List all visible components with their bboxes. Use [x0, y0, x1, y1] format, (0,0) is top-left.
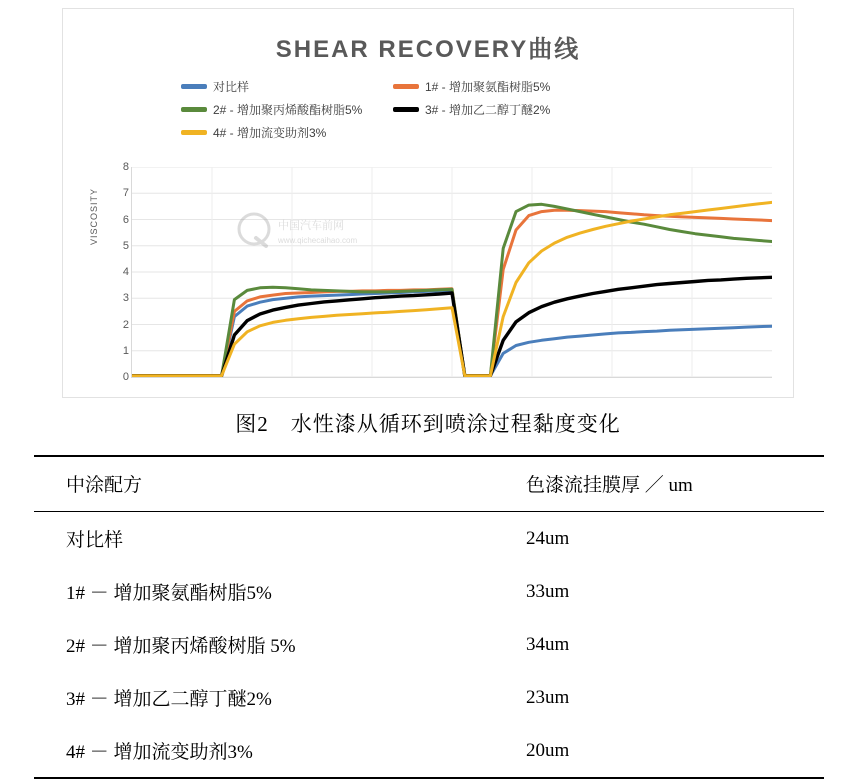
- legend-swatch-0: [181, 84, 207, 89]
- plot-wrapper: [63, 159, 795, 397]
- formula-cell: 对比样: [66, 530, 124, 551]
- chart-legend: [63, 78, 793, 147]
- y-tick-label: 0: [122, 371, 129, 383]
- legend-swatch-2: [181, 107, 207, 112]
- chart-svg: [132, 167, 772, 377]
- y-tick-label: 8: [122, 161, 129, 173]
- legend-label: 对比样: [213, 80, 250, 94]
- results-table: [34, 455, 824, 779]
- table-row: [34, 724, 824, 778]
- thickness-cell: 24um: [526, 527, 570, 549]
- table-header-cell: 中涂配方: [34, 456, 526, 512]
- table-row: [34, 565, 824, 618]
- legend-item: [181, 78, 379, 95]
- thickness-cell: 34um: [526, 633, 570, 655]
- thickness-cell: 20um: [526, 724, 824, 778]
- chart-title: SHEAR RECOVERY曲线: [275, 36, 581, 63]
- legend-swatch-1: [393, 84, 419, 89]
- svg-text:中国汽车前网: 中国汽车前网: [278, 220, 344, 232]
- formula-cell: 1# － 增加聚氨酯树脂5%: [66, 583, 272, 604]
- y-tick-label: 2: [122, 318, 129, 331]
- legend-swatch-4: [181, 130, 207, 135]
- table-row: [34, 618, 824, 671]
- legend-label: 1# - 增加聚氨酯树脂5%: [425, 80, 551, 94]
- legend-label: 3# - 增加乙二醇丁醚2%: [425, 103, 551, 117]
- thickness-cell: 23um: [526, 686, 570, 708]
- table-row: [34, 512, 824, 566]
- chart-card: [62, 8, 794, 398]
- legend-item: [181, 101, 379, 118]
- legend-item: [393, 78, 621, 95]
- legend-label: 2# - 增加聚丙烯酸酯树脂5%: [213, 103, 363, 117]
- legend-label: 4# - 增加流变助剂3%: [213, 126, 327, 140]
- y-tick-label: 7: [122, 187, 129, 200]
- svg-text:www.qichecaihao.com: www.qichecaihao.com: [278, 236, 358, 245]
- table-header-cell: 色漆流挂膜厚 ／ um: [526, 456, 824, 512]
- table-header-row: [34, 456, 824, 512]
- y-tick-label: 1: [122, 344, 129, 357]
- legend-swatch-3: [393, 107, 419, 112]
- y-tick-label: 4: [122, 266, 129, 278]
- formula-cell: 2# － 增加聚丙烯酸树脂 5%: [66, 636, 296, 657]
- y-axis-label: VISCOSITY: [89, 187, 99, 245]
- table-row: [34, 671, 824, 724]
- plot-area: [131, 167, 772, 378]
- y-tick-label: 6: [122, 213, 129, 226]
- figure-caption: 图2 水性漆从循环到喷涂过程黏度变化: [235, 412, 621, 436]
- y-tick-label: 5: [122, 239, 129, 252]
- formula-cell: 3# － 增加乙二醇丁醚2%: [66, 689, 272, 710]
- formula-cell: 4# － 增加流变助剂3%: [34, 724, 526, 778]
- y-axis-ticks: [105, 161, 129, 383]
- legend-item: [393, 101, 621, 118]
- table-body: [34, 512, 824, 779]
- y-tick-label: 3: [122, 292, 129, 305]
- legend-item: [181, 124, 379, 141]
- thickness-cell: 33um: [526, 580, 570, 602]
